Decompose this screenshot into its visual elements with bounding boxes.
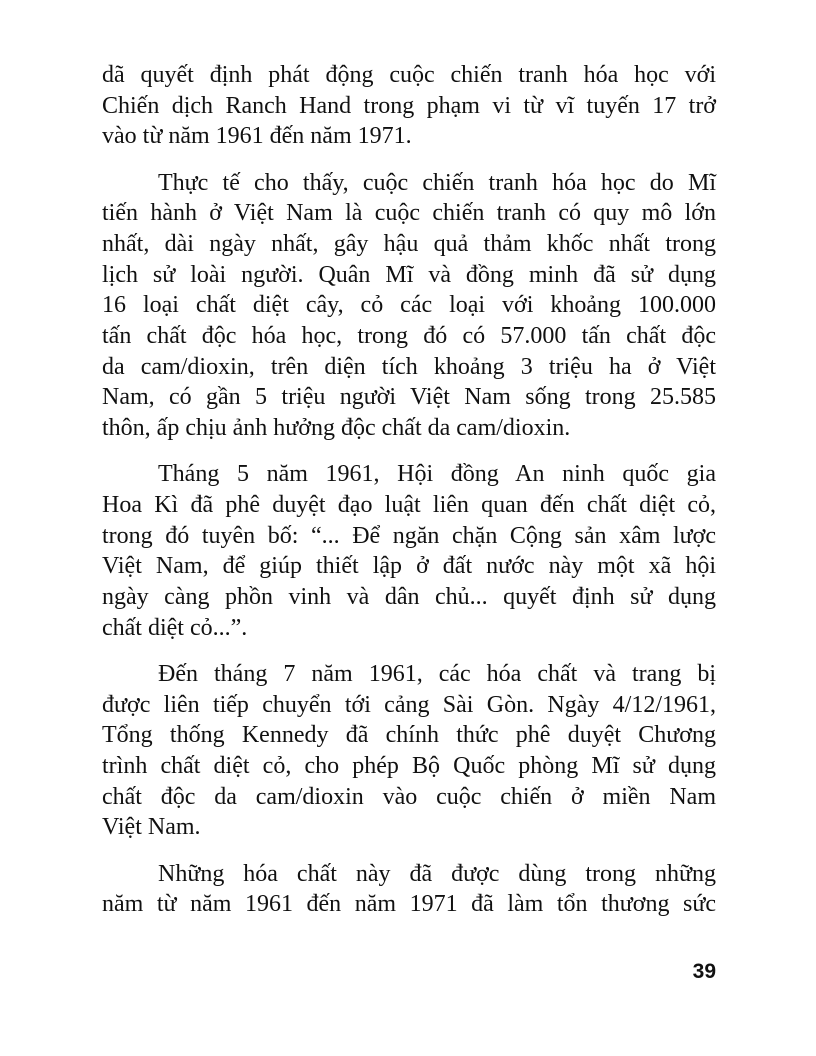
text-line: trình chất diệt cỏ, cho phép Bộ Quốc phòng Mĩ sử dụng	[102, 752, 716, 779]
text-line: vào từ năm 1961 đến năm 1971.	[102, 123, 412, 150]
page-body	[102, 60, 716, 935]
text-line: Thực tế cho thấy, cuộc chiến tranh hóa học do Mĩ	[158, 169, 716, 196]
text-line: Tháng 5 năm 1961, Hội đồng An ninh quốc gia	[158, 461, 716, 488]
text-line: Đến tháng 7 năm 1961, các hóa chất và trang bị	[158, 660, 716, 687]
text-line: lịch sử loài người. Quân Mĩ và đồng minh đã sử dụng	[102, 261, 716, 288]
text-line: Nam, có gần 5 triệu người Việt Nam sống trong 25.585	[102, 384, 716, 411]
paragraph	[102, 859, 716, 920]
text-line: Chiến dịch Ranch Hand trong phạm vi từ vĩ tuyến 17 trở	[102, 92, 716, 119]
paragraph	[102, 659, 716, 843]
paragraph	[102, 459, 716, 643]
text-line: Hoa Kì đã phê duyệt đạo luật liên quan đến chất diệt cỏ,	[102, 491, 716, 518]
text-line: năm từ năm 1961 đến năm 1971 đã làm tổn thương sức	[102, 891, 716, 918]
text-line: Những hóa chất này đã được dùng trong những	[158, 860, 716, 887]
text-line: tiến hành ở Việt Nam là cuộc chiến tranh có quy mô lớn	[102, 200, 716, 227]
text-line: Việt Nam.	[102, 814, 201, 841]
text-line: tấn chất độc hóa học, trong đó có 57.000 tấn chất độc	[102, 323, 716, 349]
paragraph	[102, 60, 716, 152]
text-line: được liên tiếp chuyển tới cảng Sài Gòn. Ngày 4/12/1961,	[102, 691, 716, 718]
text-line: nhất, dài ngày nhất, gây hậu quả thảm khốc nhất trong	[102, 230, 716, 257]
text-line: chất diệt cỏ...”.	[102, 614, 248, 641]
text-line: trong đó tuyên bố: “... Để ngăn chặn Cộng sản xâm lược	[102, 522, 716, 549]
text-line: 16 loại chất diệt cây, cỏ các loại với khoảng 100.000	[102, 292, 716, 319]
text-line: Tổng thống Kennedy đã chính thức phê duyệt Chương	[102, 722, 716, 749]
text-line: da cam/dioxin, trên diện tích khoảng 3 triệu ha ở Việt	[102, 353, 716, 380]
page-number: 39	[692, 960, 716, 983]
text-line: thôn, ấp chịu ảnh hưởng độc chất da cam/dioxin.	[102, 415, 571, 442]
text-line: dã quyết định phát động cuộc chiến tranh hóa học với	[102, 62, 716, 88]
text-line: Việt Nam, để giúp thiết lập ở đất nước này một xã hội	[102, 553, 716, 580]
text-line: chất độc da cam/dioxin vào cuộc chiến ở miền Nam	[102, 783, 716, 810]
paragraph	[102, 168, 716, 444]
text-line: ngày càng phồn vinh và dân chủ... quyết định sử dụng	[102, 584, 716, 610]
